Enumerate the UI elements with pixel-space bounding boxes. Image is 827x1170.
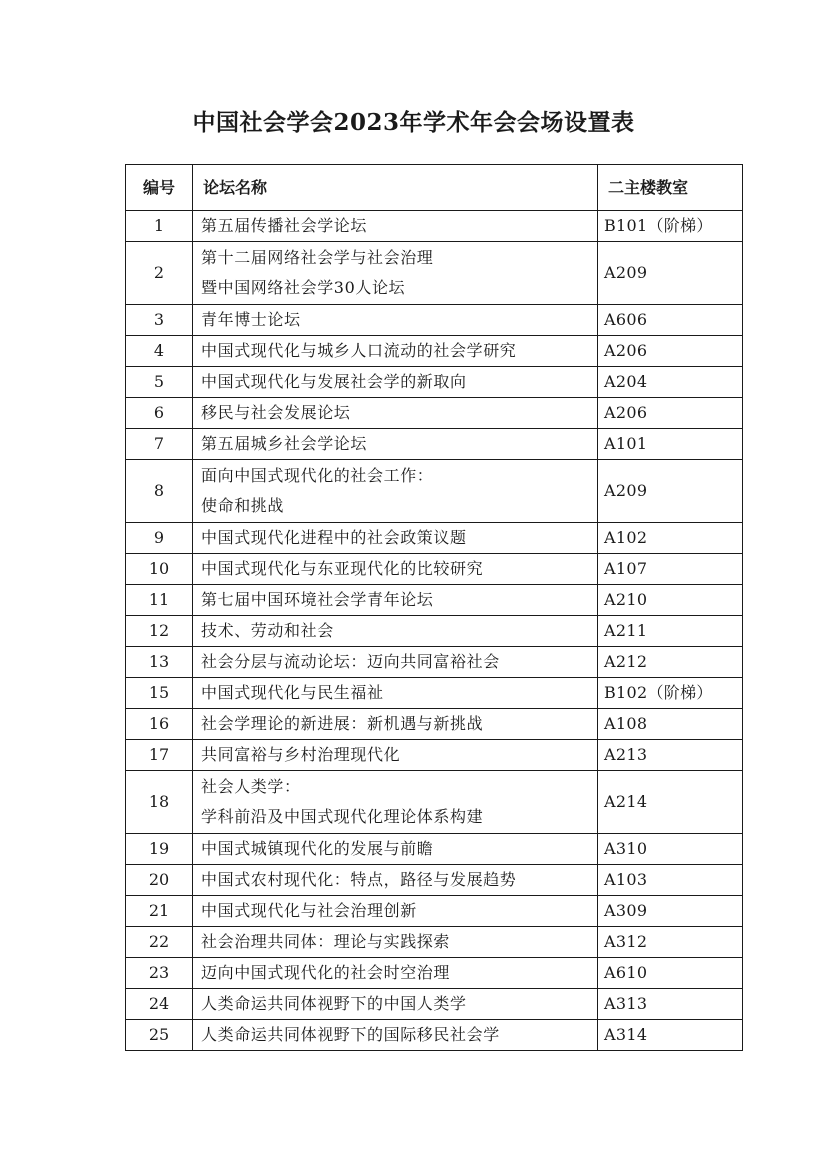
classroom-cell: B101（阶梯）	[598, 211, 743, 242]
table-row	[126, 398, 743, 429]
classroom-cell: A606	[598, 305, 743, 336]
forum-name-line: 迈向中国式现代化的社会时空治理	[201, 963, 451, 982]
forum-number-cell: 1	[126, 211, 193, 242]
table-row	[126, 709, 743, 740]
forum-number-cell: 21	[126, 896, 193, 927]
forum-number-cell: 15	[126, 678, 193, 709]
forum-name-cell	[193, 989, 598, 1020]
forum-name-line: 中国式现代化进程中的社会政策议题	[201, 528, 467, 547]
table-row	[126, 647, 743, 678]
forum-name-cell	[193, 523, 598, 554]
forum-name-line: 第七届中国环境社会学青年论坛	[201, 590, 434, 609]
forum-name-cell	[193, 554, 598, 585]
forum-name-line: 第十二届网络社会学与社会治理	[201, 248, 434, 267]
forum-name-line: 中国式城镇现代化的发展与前瞻	[201, 839, 434, 858]
forum-number-cell: 11	[126, 585, 193, 616]
table-row	[126, 242, 743, 305]
column-header-number: 编号	[126, 165, 193, 211]
forum-name-line: 人类命运共同体视野下的国际移民社会学	[201, 1025, 500, 1044]
classroom-cell: A211	[598, 616, 743, 647]
venue-table	[125, 164, 743, 1051]
forum-name-cell	[193, 958, 598, 989]
table-row	[126, 460, 743, 523]
table-row	[126, 989, 743, 1020]
forum-number-cell: 10	[126, 554, 193, 585]
forum-name-cell	[193, 896, 598, 927]
forum-name-cell	[193, 647, 598, 678]
forum-name-cell	[193, 305, 598, 336]
classroom-cell: A209	[598, 460, 743, 523]
classroom-cell: A103	[598, 865, 743, 896]
forum-name-line: 共同富裕与乡村治理现代化	[201, 745, 401, 764]
table-row	[126, 678, 743, 709]
table-row	[126, 958, 743, 989]
forum-number-cell: 18	[126, 771, 193, 834]
classroom-cell: A101	[598, 429, 743, 460]
table-row	[126, 1020, 743, 1051]
forum-number-cell: 3	[126, 305, 193, 336]
table-row	[126, 336, 743, 367]
forum-number-cell: 4	[126, 336, 193, 367]
column-header-forum-name: 论坛名称	[193, 165, 598, 211]
classroom-cell: A210	[598, 585, 743, 616]
forum-name-cell	[193, 211, 598, 242]
table-row	[126, 896, 743, 927]
forum-name-line: 人类命运共同体视野下的中国人类学	[201, 994, 467, 1013]
forum-number-cell: 23	[126, 958, 193, 989]
classroom-cell: A204	[598, 367, 743, 398]
classroom-cell: A309	[598, 896, 743, 927]
forum-name-cell	[193, 740, 598, 771]
forum-name-line: 面向中国式现代化的社会工作：	[201, 466, 434, 485]
forum-number-cell: 13	[126, 647, 193, 678]
forum-name-line: 第五届城乡社会学论坛	[201, 434, 368, 453]
table-header-row	[126, 165, 743, 211]
forum-number-cell: 16	[126, 709, 193, 740]
forum-name-cell	[193, 678, 598, 709]
forum-name-cell	[193, 771, 598, 834]
forum-name-line: 使命和挑战	[201, 496, 285, 515]
forum-name-line: 学科前沿及中国式现代化理论体系构建	[201, 807, 484, 826]
table-row	[126, 927, 743, 958]
forum-name-line: 青年博士论坛	[201, 310, 301, 329]
classroom-cell: A213	[598, 740, 743, 771]
forum-name-cell	[193, 927, 598, 958]
forum-name-line: 中国式农村现代化：特点，路径与发展趋势	[201, 870, 517, 889]
forum-name-line: 中国式现代化与发展社会学的新取向	[201, 372, 467, 391]
table-row	[126, 616, 743, 647]
classroom-cell: A313	[598, 989, 743, 1020]
forum-name-cell	[193, 865, 598, 896]
forum-number-cell: 25	[126, 1020, 193, 1051]
forum-name-cell	[193, 242, 598, 305]
classroom-cell: A209	[598, 242, 743, 305]
classroom-cell: A108	[598, 709, 743, 740]
table-row	[126, 834, 743, 865]
forum-name-line: 移民与社会发展论坛	[201, 403, 351, 422]
forum-name-cell	[193, 585, 598, 616]
forum-number-cell: 6	[126, 398, 193, 429]
forum-name-cell	[193, 367, 598, 398]
forum-name-cell	[193, 336, 598, 367]
table-row	[126, 585, 743, 616]
forum-name-line: 中国式现代化与城乡人口流动的社会学研究	[201, 341, 517, 360]
forum-name-cell	[193, 1020, 598, 1051]
classroom-cell: A212	[598, 647, 743, 678]
table-row	[126, 554, 743, 585]
table-body	[126, 211, 743, 1051]
forum-name-cell	[193, 398, 598, 429]
classroom-cell: A312	[598, 927, 743, 958]
classroom-cell: A314	[598, 1020, 743, 1051]
column-header-classroom: 二主楼教室	[598, 165, 743, 211]
classroom-cell: A206	[598, 336, 743, 367]
forum-name-line: 社会人类学：	[201, 777, 301, 796]
forum-number-cell: 17	[126, 740, 193, 771]
classroom-cell: A102	[598, 523, 743, 554]
document-title: 中国社会学会2023年学术年会会场设置表	[192, 109, 635, 136]
forum-number-cell: 9	[126, 523, 193, 554]
table-row	[126, 771, 743, 834]
table-row	[126, 429, 743, 460]
table-row	[126, 305, 743, 336]
forum-name-cell	[193, 616, 598, 647]
classroom-cell: A310	[598, 834, 743, 865]
forum-number-cell: 24	[126, 989, 193, 1020]
forum-name-line: 中国式现代化与社会治理创新	[201, 901, 417, 920]
forum-name-cell	[193, 429, 598, 460]
forum-number-cell: 12	[126, 616, 193, 647]
forum-number-cell: 7	[126, 429, 193, 460]
table-row	[126, 740, 743, 771]
forum-name-line: 社会学理论的新进展：新机遇与新挑战	[201, 714, 484, 733]
table-row	[126, 211, 743, 242]
classroom-cell: A214	[598, 771, 743, 834]
table-row	[126, 367, 743, 398]
forum-number-cell: 2	[126, 242, 193, 305]
forum-name-line: 社会分层与流动论坛：迈向共同富裕社会	[201, 652, 500, 671]
forum-number-cell: 22	[126, 927, 193, 958]
classroom-cell: A206	[598, 398, 743, 429]
forum-name-line: 技术、劳动和社会	[201, 621, 334, 640]
table-row	[126, 523, 743, 554]
classroom-cell: A107	[598, 554, 743, 585]
forum-name-line: 第五届传播社会学论坛	[201, 216, 368, 235]
forum-name-line: 中国式现代化与民生福祉	[201, 683, 384, 702]
classroom-cell: A610	[598, 958, 743, 989]
forum-number-cell: 8	[126, 460, 193, 523]
forum-name-line: 暨中国网络社会学30人论坛	[201, 278, 406, 297]
forum-number-cell: 20	[126, 865, 193, 896]
forum-number-cell: 19	[126, 834, 193, 865]
forum-number-cell: 5	[126, 367, 193, 398]
forum-name-cell	[193, 460, 598, 523]
forum-name-line: 社会治理共同体：理论与实践探索	[201, 932, 451, 951]
forum-name-line: 中国式现代化与东亚现代化的比较研究	[201, 559, 484, 578]
forum-name-cell	[193, 834, 598, 865]
forum-name-cell	[193, 709, 598, 740]
table-row	[126, 865, 743, 896]
classroom-cell: B102（阶梯）	[598, 678, 743, 709]
